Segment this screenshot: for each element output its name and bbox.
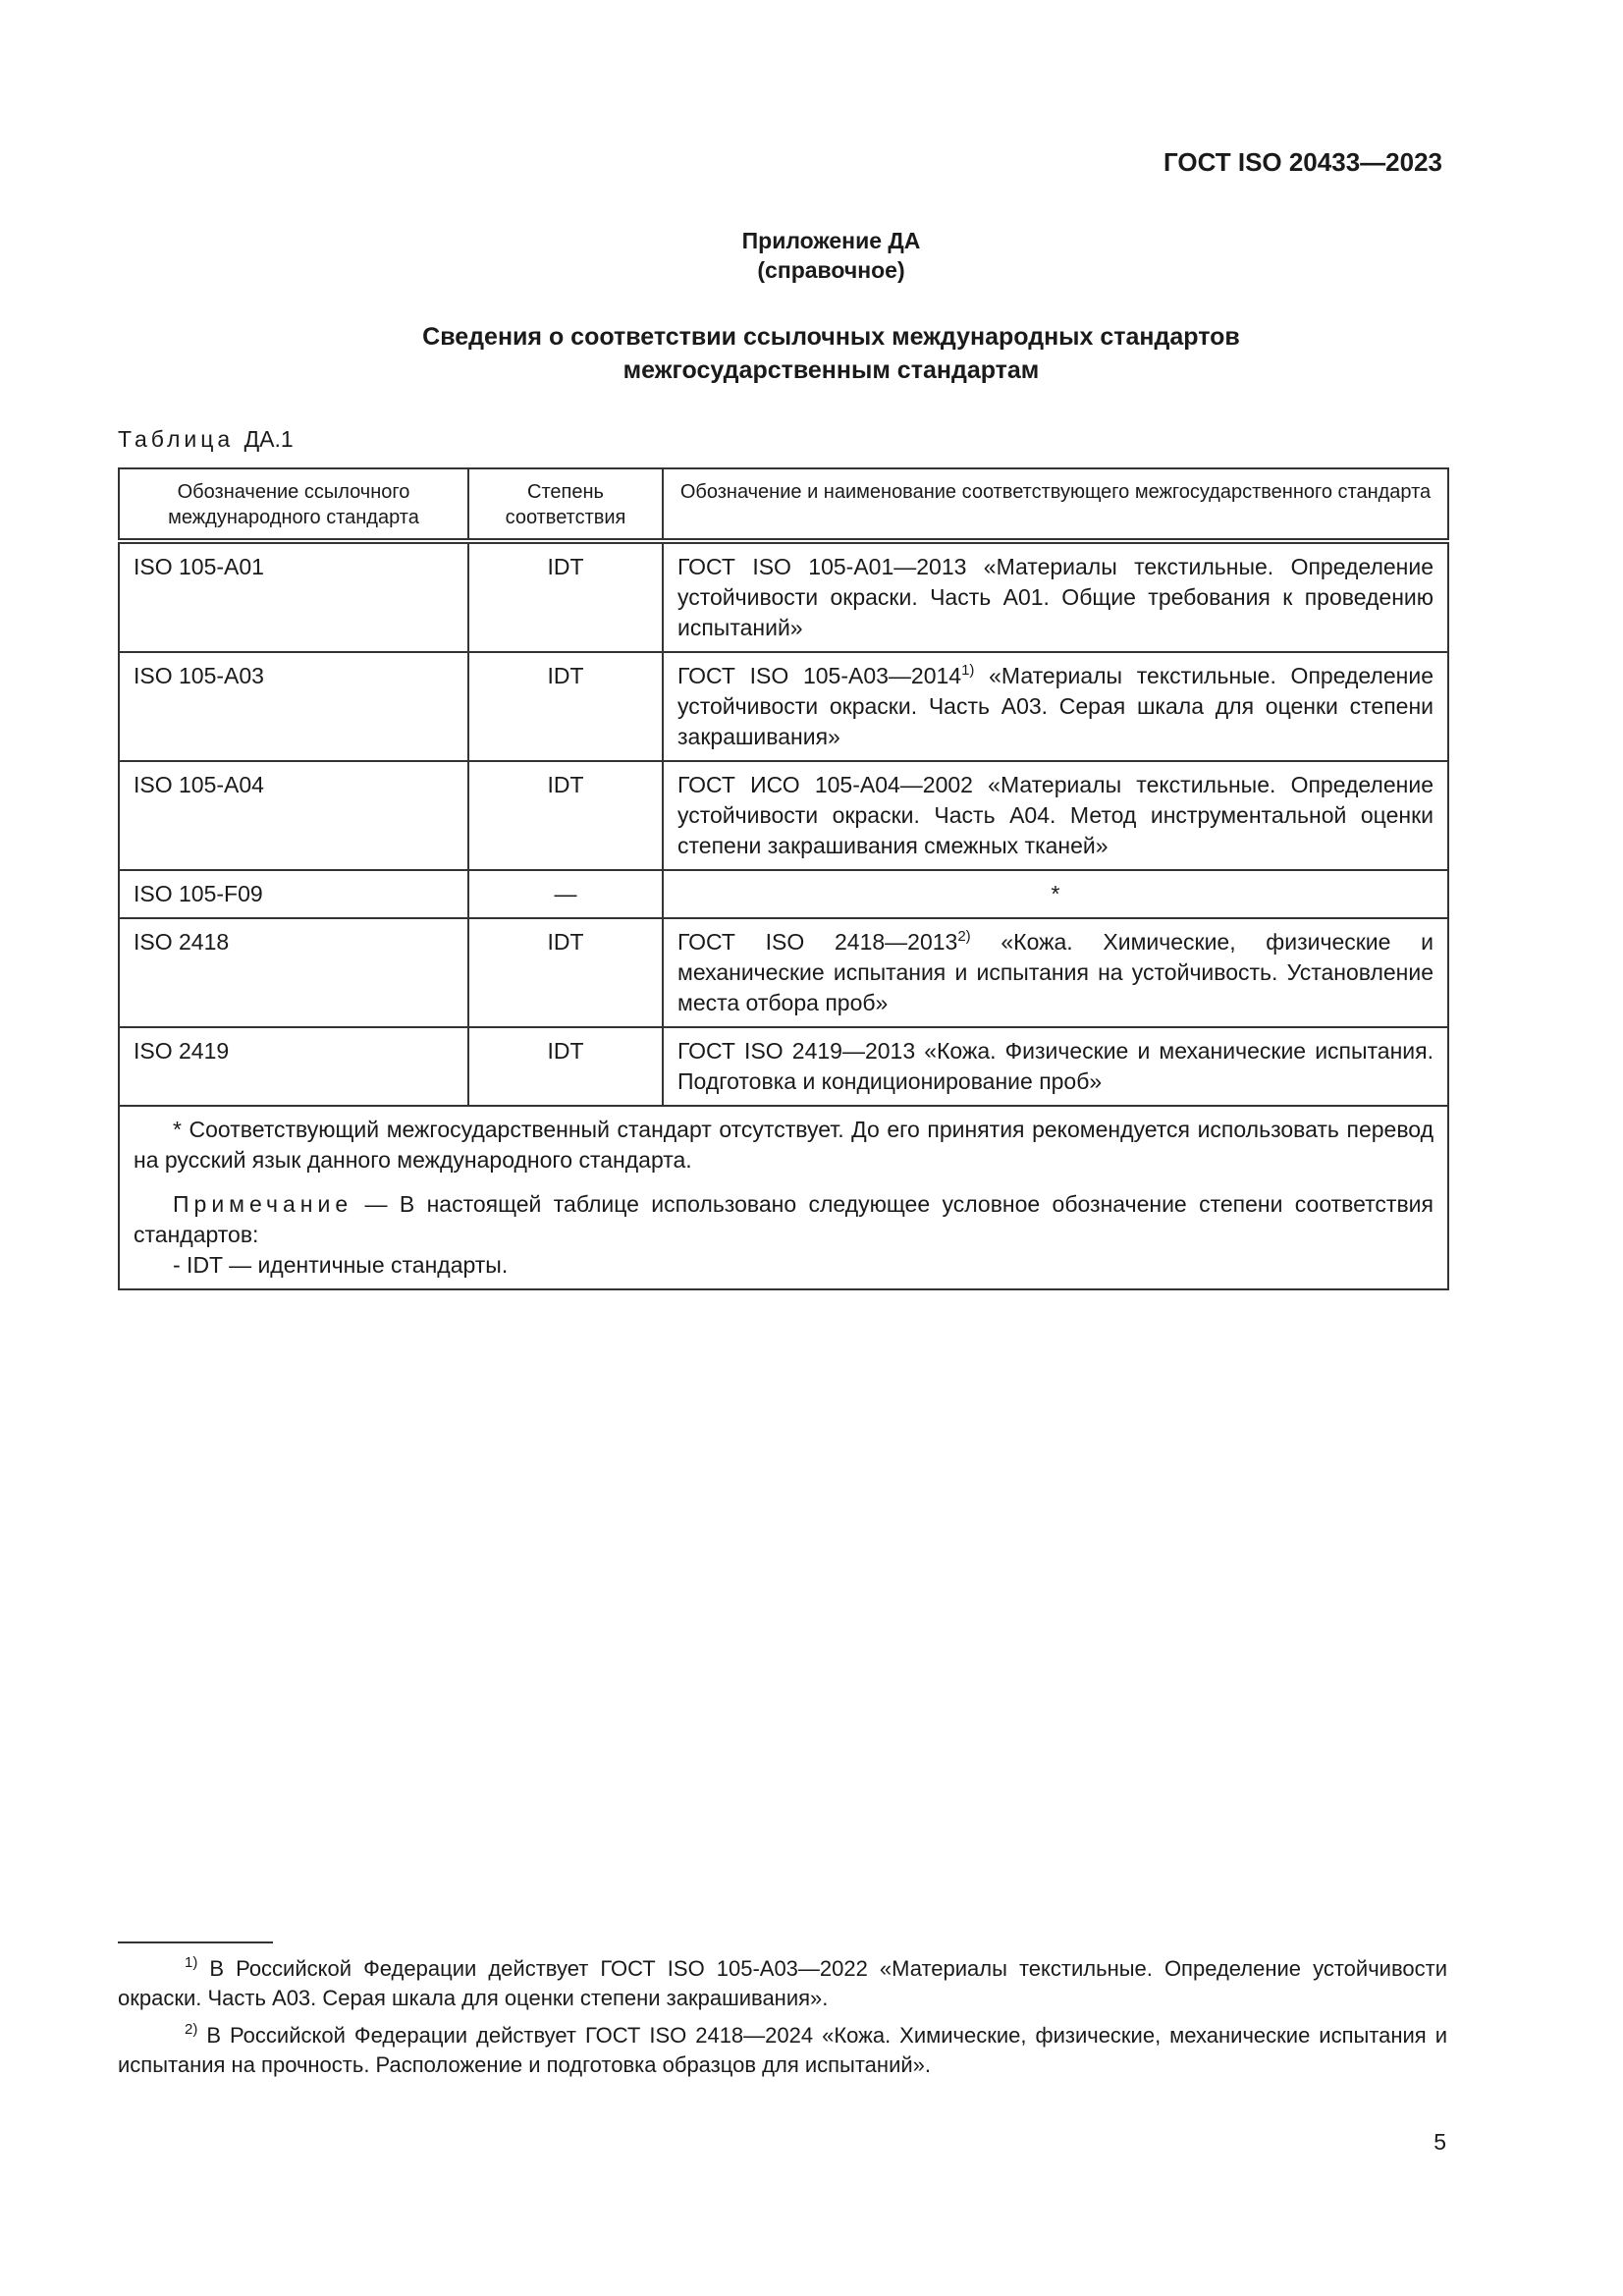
cell-code: ISO 105-F09 [119,870,468,918]
footnote-text: В Российской Федерации действует ГОСТ ISO 2418—2024 «Кожа. Химические, физические, механические испытания и испытания на прочность. Расположение и подготовка образцов для испытаний». [118,2023,1447,2077]
footnote-1 [118,1954,1447,2013]
cell-code: ISO 105-A03 [119,652,468,761]
table-notes-row [119,1106,1448,1289]
cell-name [663,1027,1448,1106]
cell-name [663,761,1448,870]
cell-degree: IDT [468,652,663,761]
cell-code: ISO 2419 [119,1027,468,1106]
cell-name-rest: «Кожа. Химические, физические и механические испытания и испытания на устойчивость. Установление места отбора проб» [677,929,1434,1015]
table-row [119,870,1448,918]
appendix-type: (справочное) [757,257,905,283]
cell-degree: IDT [468,761,663,870]
footnote-mark: 1) [185,1954,198,1971]
cell-name-text: ГОСТ ИСО 105-А04—2002 «Материалы текстильные. Определение устойчивости окраски. Часть А04. Метод инструментальной оценки степени закрашивания смежных тканей» [677,772,1434,858]
footnote-ref: 2) [957,928,971,945]
cell-name [663,870,1448,918]
cell-name [663,541,1448,652]
footnote-ref: 1) [961,662,975,679]
note-label: Примечание [173,1191,353,1217]
table-caption-word: Таблица [118,426,235,452]
cell-degree: IDT [468,1027,663,1106]
document-code: ГОСТ ISO 20433—2023 [1163,147,1442,177]
cell-degree: — [468,870,663,918]
header-code: Обозначение ссылочного международного стандарта [119,468,468,541]
table-header-row [119,468,1448,541]
cell-name-text: ГОСТ ISO 105-A03—2014 [677,663,962,688]
page-number: 5 [1434,2129,1446,2155]
section-title-line1: Сведения о соответствии ссылочных международных стандартов [422,323,1240,351]
table-note [134,1189,1434,1250]
cell-name-rest: «Материалы текстильные. Определение устойчивости окраски. Часть А03. Серая шкала для оценки степени закрашивания» [677,663,1434,749]
cell-name-text: ГОСТ ISO 2418—2013 [677,929,958,955]
footnote-mark: 2) [185,2021,198,2038]
table-caption [118,426,294,453]
cell-code: ISO 2418 [119,918,468,1027]
section-title-line2: межгосударственным стандартам [622,356,1040,384]
note-text: — В настоящей таблице использовано следующее условное обозначение степени соответствия стандартов: [134,1191,1434,1247]
table-row [119,918,1448,1027]
footnotes [118,1954,1447,2088]
table-row [119,761,1448,870]
footnote-separator [118,1941,273,1943]
table-row [119,541,1448,652]
section-title [0,320,1623,387]
header-degree: Степень соответствия [468,468,663,541]
appendix-title: Приложение ДА [741,228,921,253]
cell-name-text: ГОСТ ISO 105-A01—2013 «Материалы текстильные. Определение устойчивости окраски. Часть А01. Общие требования к проведению испытаний» [677,554,1434,640]
cell-name [663,918,1448,1027]
header-name: Обозначение и наименование соответствующего межгосударственного стандарта [663,468,1448,541]
table-notes [119,1106,1448,1289]
appendix-heading [0,226,1623,285]
footnote-text: В Российской Федерации действует ГОСТ ISO 105-A03—2022 «Материалы текстильные. Определение устойчивости окраски. Часть А03. Серая шкала для оценки степени закрашивания». [118,1956,1447,2010]
table-caption-number: ДА.1 [243,426,294,452]
cell-code: ISO 105-A01 [119,541,468,652]
table-row [119,1027,1448,1106]
table-row [119,652,1448,761]
cell-degree: IDT [468,541,663,652]
cell-name [663,652,1448,761]
correspondence-table [118,467,1449,1290]
cell-code: ISO 105-A04 [119,761,468,870]
cell-name-text: ГОСТ ISO 2419—2013 «Кожа. Физические и механические испытания. Подготовка и кондиционирование проб» [677,1038,1434,1094]
footnote-2 [118,2021,1447,2080]
asterisk-note: * Соответствующий межгосударственный стандарт отсутствует. До его принятия рекомендуется использовать перевод на русский язык данного международного стандарта. [134,1117,1434,1173]
cell-name-text: * [1051,881,1060,906]
cell-degree: IDT [468,918,663,1027]
note-item: - IDT — идентичные стандарты. [173,1252,509,1278]
